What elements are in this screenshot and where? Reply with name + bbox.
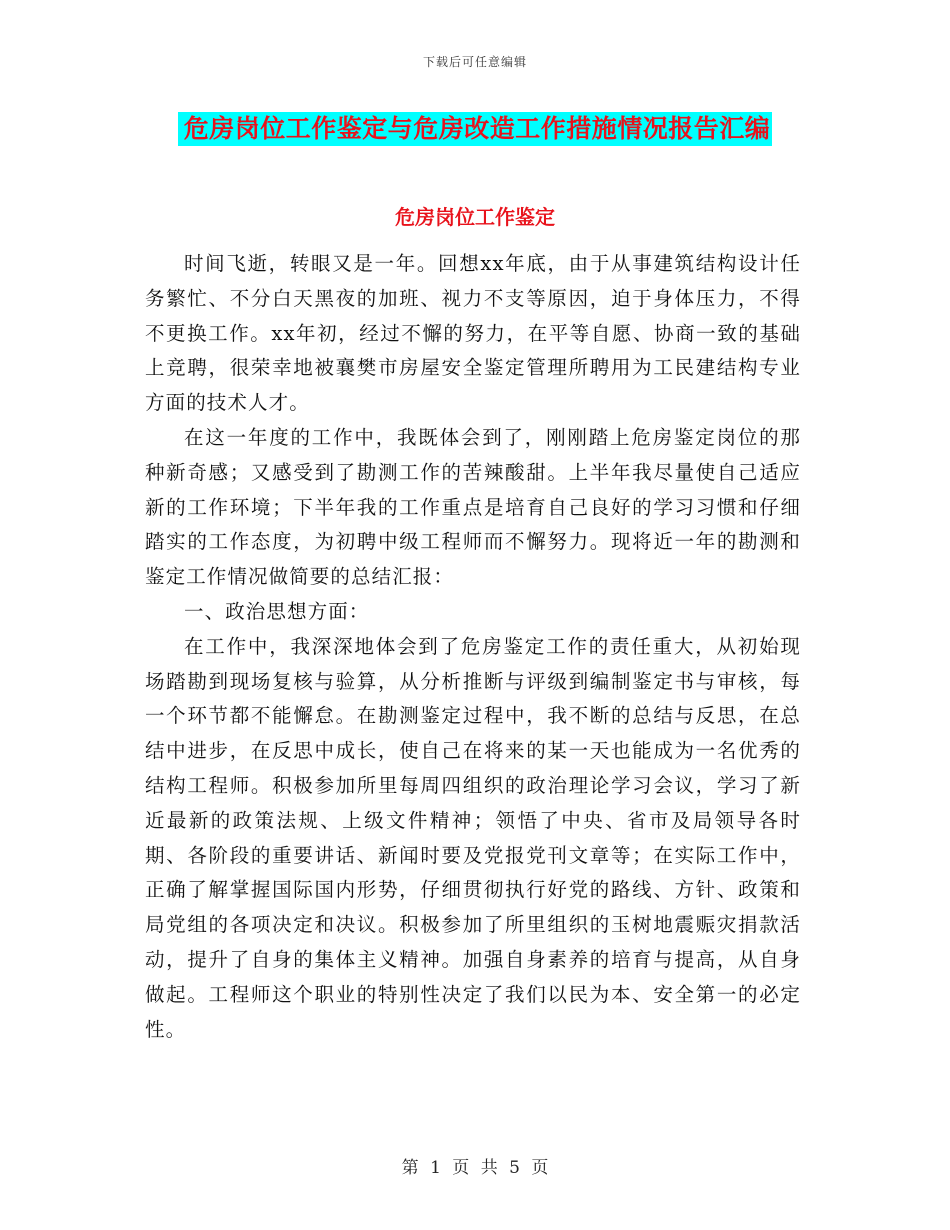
paragraph-year-summary: 在这一年度的工作中，我既体会到了，刚刚踏上危房鉴定岗位的那种新奇感；又感受到了勘测工作的苦辣酸甜。上半年我尽量使自己适应新的工作环境；下半年我的工作重点是培育自己良好的学习习惯和仔细踏实的工作态度，为初聘中级工程师而不懈努力。现将近一年的勘测和鉴定工作情况做简要的总结汇报： xyxy=(145,425,801,589)
document-body xyxy=(145,247,801,1047)
paragraph-intro: 时间飞逝，转眼又是一年。回想xx年底，由于从事建筑结构设计任务繁忙、不分白天黑夜的加班、视力不支等原因，迫于身体压力，不得不更换工作。xx年初，经过不懈的努力，在平等自愿、协商一致的基础上竞聘，很荣幸地被襄樊市房屋安全鉴定管理所聘用为工民建结构专业方面的技术人才。 xyxy=(145,252,801,415)
section-title: 危房岗位工作鉴定 xyxy=(395,205,555,229)
page-header-note: 下载后可任意编辑 xyxy=(422,55,527,69)
page-footer: 第 1 页 共 5 页 xyxy=(401,1158,549,1178)
paragraph-heading-politics: 一、政治思想方面： xyxy=(184,599,370,623)
paragraph-politics-body: 在工作中，我深深地体会到了危房鉴定工作的责任重大，从初始现场踏勘到现场复核与验算，从分析推断与评级到编制鉴定书与审核，每一个环节都不能懈怠。在勘测鉴定过程中，我不断的总结与反思，在总结中进步，在反思中成长，使自己在将来的某一天也能成为一名优秀的结构工程师。积极参加所里每周四组织的政治理论学习会议，学习了新近最新的政策法规、上级文件精神；领悟了中央、省市及局领导各时期、各阶段的重要讲话、新闻时要及党报党刊文章等；在实际工作中，正确了解掌握国际国内形势，仔细贯彻执行好党的路线、方针、政策和局党组的各项决定和决议。积极参加了所里组织的玉树地震赈灾捐款活动，提升了自身的集体主义精神。加强自身素养的培育与提高，从自身做起。工程师这个职业的特别性决定了我们以民为本、安全第一的必定性。 xyxy=(145,634,801,1041)
document-title-container xyxy=(0,112,950,146)
document-title: 危房岗位工作鉴定与危房改造工作措施情况报告汇编 xyxy=(178,112,773,146)
